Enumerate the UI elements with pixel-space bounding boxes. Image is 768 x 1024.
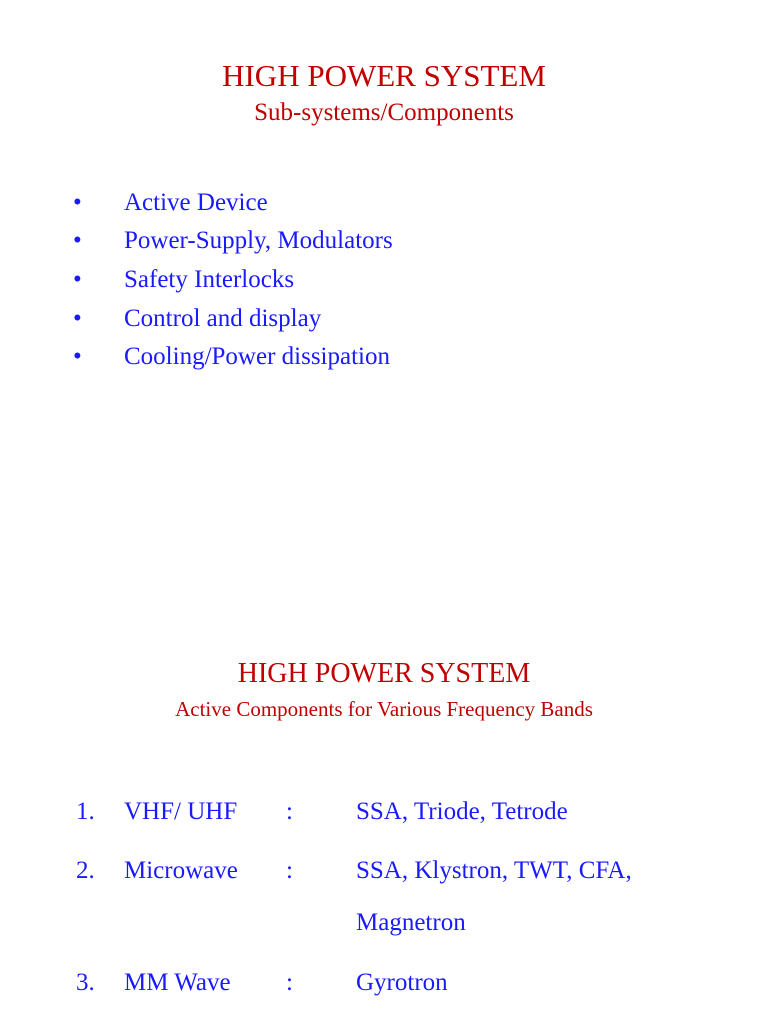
- list-item: [0, 343, 768, 381]
- list-item: [0, 266, 768, 304]
- item-separator: :: [286, 798, 293, 825]
- item-devices: SSA, Klystron, TWT, CFA,: [356, 857, 632, 884]
- bullet-icon: •: [73, 189, 82, 216]
- bullet-icon: •: [73, 305, 82, 332]
- list-item: [0, 227, 768, 265]
- section2-title: HIGH POWER SYSTEM: [237, 658, 531, 689]
- bullet-text: Power-Supply, Modulators: [124, 227, 393, 254]
- bullet-text: Control and display: [124, 305, 322, 332]
- item-number: 1.: [76, 798, 95, 825]
- item-band: MM Wave: [124, 969, 231, 996]
- section2-subtitle: Active Components for Various Frequency Bands: [175, 697, 593, 721]
- item-separator: :: [286, 969, 293, 996]
- item-devices-continued: Magnetron: [356, 909, 466, 936]
- bullet-icon: •: [73, 343, 82, 370]
- bullet-text: Safety Interlocks: [124, 266, 295, 293]
- bullet-icon: •: [73, 227, 82, 254]
- section1-subtitle: Sub-systems/Components: [254, 99, 514, 126]
- item-band: Microwave: [124, 857, 238, 884]
- bullet-text: Active Device: [124, 189, 268, 216]
- bullet-icon: •: [73, 266, 82, 293]
- list-item: [0, 305, 768, 343]
- item-separator: :: [286, 857, 293, 884]
- item-devices: SSA, Triode, Tetrode: [356, 798, 568, 825]
- bullet-text: Cooling/Power dissipation: [124, 343, 390, 370]
- item-number: 2.: [76, 857, 95, 884]
- section1-title: HIGH POWER SYSTEM: [222, 58, 546, 93]
- item-devices: Gyrotron: [356, 969, 448, 996]
- item-band: VHF/ UHF: [124, 798, 238, 825]
- item-number: 3.: [76, 969, 95, 996]
- list-item: [0, 189, 768, 227]
